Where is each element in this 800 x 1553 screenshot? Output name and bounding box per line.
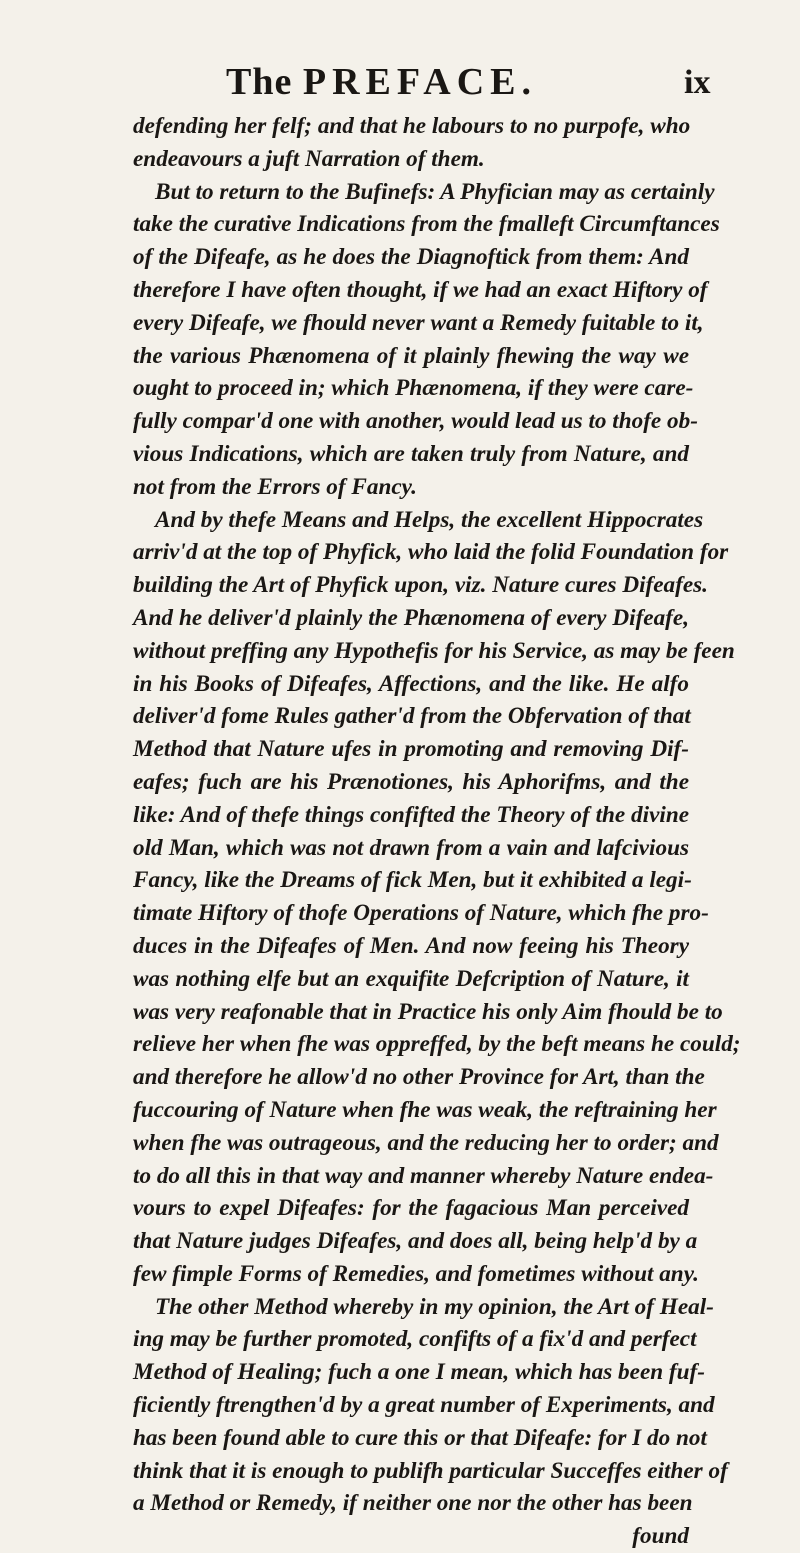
text-line: ing may be further promoted, confifts of a fix'd and perfect (133, 1326, 697, 1353)
text-line: ficiently ftrengthen'd by a great number of Experiments, and (133, 1392, 715, 1419)
text-line: endeavours a juft Narration of them. (133, 145, 485, 172)
text-line: duces in the Difeafes of Men. And now feeing his Theory (133, 932, 689, 959)
text-line: relieve her when fhe was oppreffed, by the beft means he could; (133, 1031, 741, 1058)
text-line: The other Method whereby in my opinion, the Art of Heal- (155, 1293, 714, 1320)
text-line: in his Books of Difeafes, Affections, and the like. He alfo (133, 670, 689, 697)
text-line: defending her felf; and that he labours to no purpofe, who (133, 113, 691, 139)
running-title-caps: PREFACE. (302, 61, 537, 103)
text-line: Method of Healing; fuch a one I mean, which has been fuf- (133, 1359, 705, 1386)
catchword: found (632, 1523, 689, 1550)
text-line: And by thefe Means and Helps, the excellent Hippocrates (155, 506, 704, 533)
text-line: Method that Nature ufes in promoting and removing Dif- (133, 736, 689, 763)
text-line: every Difeafe, we fhould never want a Remedy fuitable to it, (133, 309, 704, 336)
running-title (226, 60, 537, 104)
page-number: ix (684, 64, 711, 101)
text-line: deliver'd fome Rules gather'd from the Obfervation of that (133, 703, 691, 730)
running-header (0, 60, 800, 108)
text-line: eafes; fuch are his Prænotiones, his Aphorifms, and the (133, 768, 689, 795)
text-line: was very reafonable that in Practice his only Aim fhould be to (133, 998, 723, 1025)
text-line: few fimple Forms of Remedies, and fometimes without any. (133, 1260, 699, 1287)
preface-text (133, 110, 741, 1553)
text-line: a Method or Remedy, if neither one nor the other has been (133, 1490, 693, 1517)
text-line: has been found able to cure this or that Difeafe: for I do not (133, 1424, 707, 1451)
running-title-word: The (226, 61, 293, 103)
text-line: not from the Errors of Fancy. (133, 473, 417, 500)
text-line: think that it is enough to publifh particular Succeffes either of (133, 1457, 728, 1484)
text-line: without preffing any Hypothefis for his Service, as may be feen (133, 637, 735, 664)
text-line: of the Difeafe, as he does the Diagnoftick from them: And (133, 244, 689, 271)
text-line: to do all this in that way and manner whereby Nature endea- (133, 1162, 714, 1189)
text-line: the various Phænomena of it plainly fhewing the way we (133, 342, 689, 369)
text-line: take the curative Indications from the fmalleft Circumftances (133, 211, 720, 238)
text-line: building the Art of Phyfick upon, viz. Nature cures Difeafes. (133, 572, 708, 599)
text-line: like: And of thefe things confifted the Theory of the divine (133, 801, 689, 828)
text-line: Fancy, like the Dreams of fick Men, but it exhibited a legi- (133, 867, 692, 894)
text-line: when fhe was outrageous, and the reducing her to order; and (133, 1129, 719, 1156)
text-line: old Man, which was not drawn from a vain and lafcivious (133, 834, 689, 861)
text-line: vours to expel Difeafes: for the fagacious Man perceived (133, 1195, 689, 1222)
text-line: ought to proceed in; which Phænomena, if they were care- (133, 375, 694, 402)
text-line: that Nature judges Difeafes, and does all, being help'd by a (133, 1228, 698, 1255)
text-line: and therefore he allow'd no other Province for Art, than the (133, 1064, 705, 1091)
text-line: vious Indications, which are taken truly from Nature, and (133, 440, 689, 467)
text-line: timate Hiftory of thofe Operations of Nature, which fhe pro- (133, 900, 709, 927)
text-line: And he deliver'd plainly the Phænomena of every Difeafe, (133, 604, 689, 631)
text-line: therefore I have often thought, if we had an exact Hiftory of (133, 276, 708, 303)
text-line: fuccouring of Nature when fhe was weak, the reftraining her (133, 1096, 717, 1123)
text-line: was nothing elfe but an exquifite Defcription of Nature, it (133, 965, 689, 992)
text-line: fully compar'd one with another, would lead us to thofe ob- (133, 408, 698, 435)
text-line: arriv'd at the top of Phyfick, who laid the folid Foundation for (133, 539, 729, 566)
text-line: But to return to the Bufinefs: A Phyfician may as certainly (155, 178, 715, 205)
